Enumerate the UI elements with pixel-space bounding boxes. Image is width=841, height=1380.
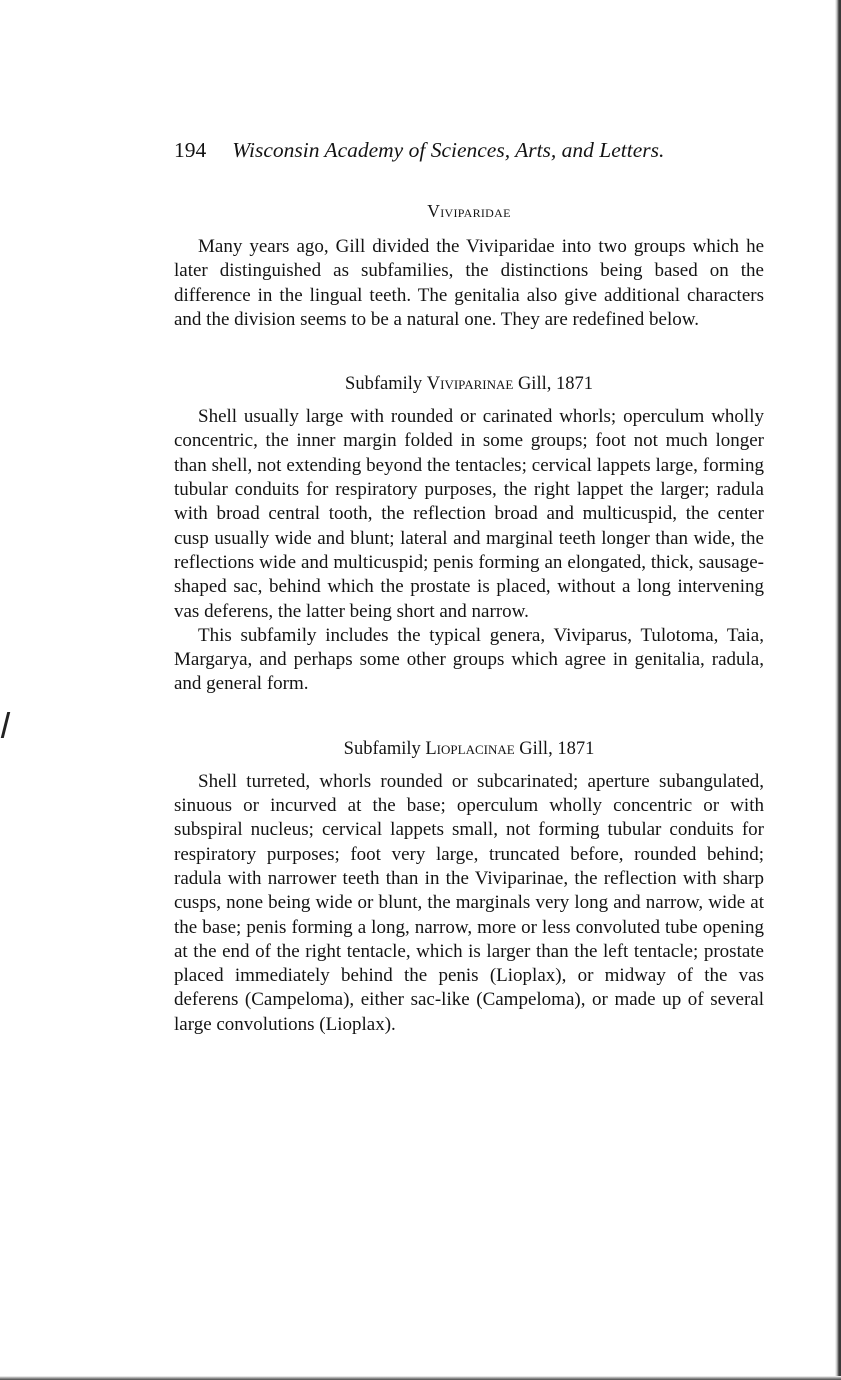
viviparinae-genera: This subfamily includes the typical genera, Viviparus, Tulotoma, Taia, Margarya, and perhaps some other groups which agree in genitalia, radula, and general form. [174,624,764,695]
section-title: Viviparidae [427,201,511,221]
subfamily-authority: Gill, 1871 [519,738,595,759]
subfamily-name: Viviparinae [426,374,514,395]
journal-title: Wisconsin Academy of Sciences, Arts, and Letters. [232,138,665,162]
spacer [174,332,764,372]
page-content [174,137,764,1037]
subfamily-prefix: Subfamily [343,738,421,759]
page-number: 194 [174,138,207,162]
subfamily-heading-lioplacinae [174,737,764,761]
spacer [174,697,764,737]
page-edge-right [835,0,841,1380]
viviparinae-description: Shell usually large with rounded or carinated whorls; operculum wholly concentric, the inner margin folded in some groups; foot not much longer than shell, not extending beyond the tentacles; cervical lappets large, forming tubular conduits for respiratory purposes, the right lappet the larger; radula with broad central tooth, the reflection broad and multicuspid, the center cusp usually wide and blunt; lateral and marginal teeth longer than wide, the reflections wide and multicuspid; penis forming an elongated, thick, sausage-shaped sac, behind which the prostate is placed, without a long intervening vas deferens, the latter being short and narrow. [174,406,764,622]
lioplacinae-description: Shell turreted, whorls rounded or subcarinated; aperture subangulated, sinuous or incurved at the base; operculum wholly concentric or with subspiral nucleus; cervical lappets small, not forming tubular conduits for respiratory purposes; foot very large, truncated before, rounded behind; radula with narrower teeth than in the Viviparinae, the reflection with sharp cusps, none being wide or blunt, the marginals very long and narrow, wide at the base; penis forming a long, narrow, more or less convoluted tube opening at the end of the right tentacle, which is larger than the left tentacle; prostate placed immediately behind the penis (Lioplax), or midway of the vas deferens (Campeloma), either sac-like (Campeloma), or made up of several large convolutions (Lioplax). [174,770,764,1035]
subfamily-authority: Gill, 1871 [517,374,593,395]
page-margin-mark [1,712,10,738]
page-edge-bottom [0,1376,841,1380]
intro-paragraph: Many years ago, Gill divided the Viviparidae into two groups which he later distinguished as subfamilies, the distinctions being based on the difference in the lingual teeth. The genitalia also give additional characters and the division seems to be a natural one. They are redefined below. [174,236,764,330]
subfamily-name: Lioplacinae [425,738,515,759]
subfamily-prefix: Subfamily [345,374,423,395]
running-head [174,137,764,163]
subfamily-heading-viviparinae [174,372,764,396]
